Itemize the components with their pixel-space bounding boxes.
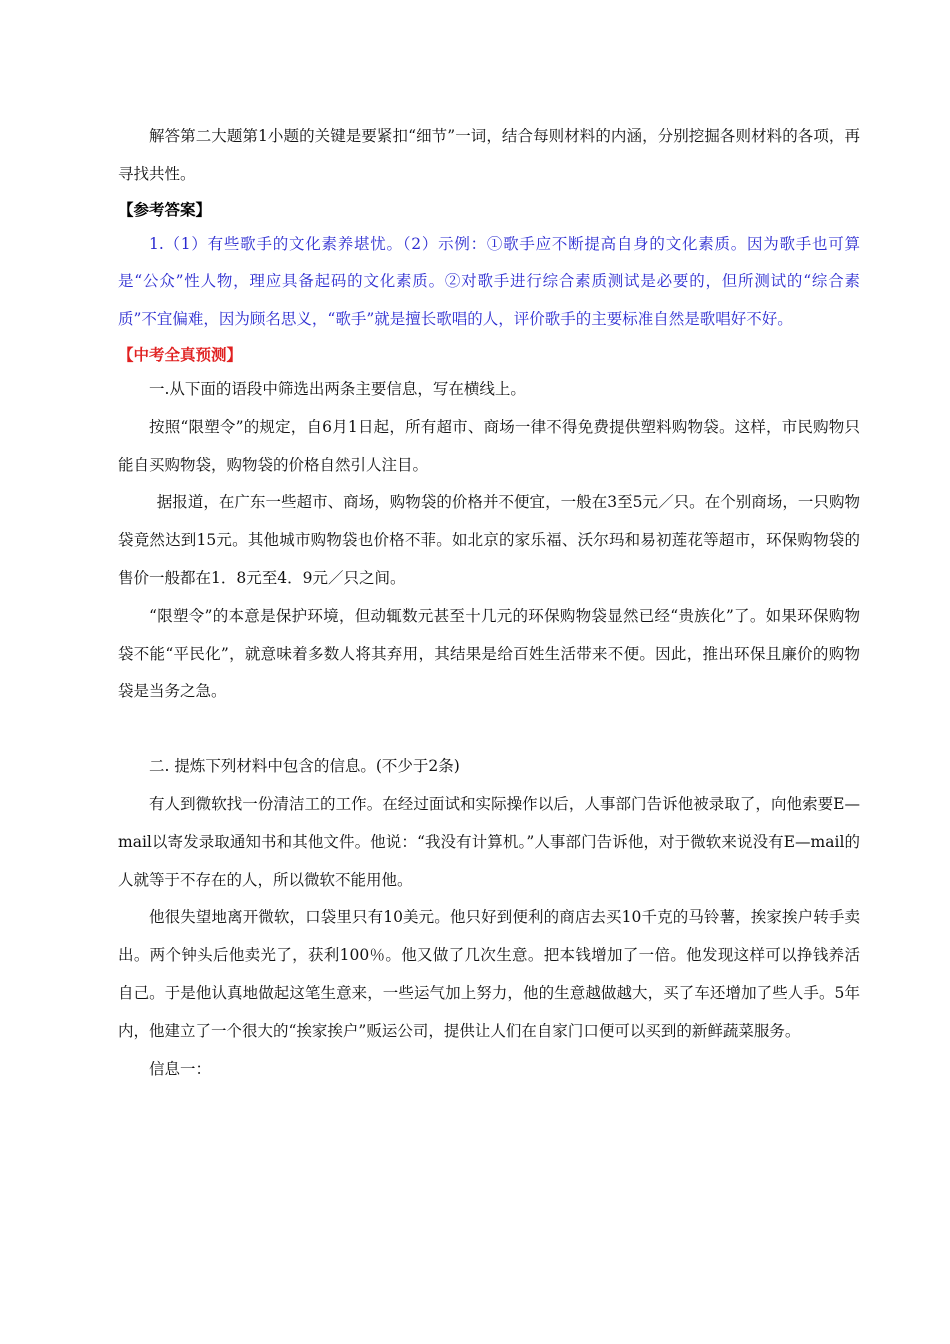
document-page — [118, 118, 860, 1088]
analysis-paragraph: 解答第二大题第1小题的关键是要紧扣“细节”一词，结合每则材料的内涵，分别挖掘各则材料的各项，再寻找共性。 — [118, 127, 860, 183]
question2-paragraph-2: 他很失望地离开微软，口袋里只有10美元。他只好到便利的商店去买10千克的马铃薯，挨家挨户转手卖出。两个钟头后他卖光了，获利100％。他又做了几次生意。把本钱增加了一倍。他发现这样可以挣钱养活自己。于是他认真地做起这笔生意来，一些运气加上努力，他的生意越做越大，买了车还增加了些人手。5年内，他建立了一个很大的“挨家挨户”贩运公司，提供让人们在自家门口便可以买到的新鲜蔬菜服务。 — [118, 908, 860, 1040]
question1-paragraph-2: 据报道，在广东一些超市、商场，购物袋的价格并不便宜，一般在3至5元／只。在个别商场，一只购物袋竟然达到15元。其他城市购物袋也价格不菲。如北京的家乐福、沃尔玛和易初莲花等超市，环保购物袋的售价一般都在1．8元至4．9元／只之间。 — [118, 493, 860, 587]
question1-prompt: 一.从下面的语段中筛选出两条主要信息，写在横线上。 — [149, 379, 526, 398]
reference-answer-text: 1.（1）有些歌手的文化素养堪忧。（2）示例：①歌手应不断提高自身的文化素质。因为歌手也可算是“公众”性人物，理应具备起码的文化素质。②对歌手进行综合素质测试是必要的，但所测试的“综合素质”不宜偏难，因为顾名思义，“歌手”就是擅长歌唱的人，评价歌手的主要标准自然是歌唱好不好。 — [118, 234, 860, 329]
question1-paragraph-3: “限塑令”的本意是保护环境，但动辄数元甚至十几元的环保购物袋显然已经“贵族化”了。如果环保购物袋不能“平民化”，就意味着多数人将其弃用，其结果是给百姓生活带来不便。因此，推出环保且廉价的购物袋是当务之急。 — [118, 606, 860, 701]
question1-paragraph-1: 按照“限塑令”的规定，自6月1日起，所有超市、商场一律不得免费提供塑料购物袋。这样，市民购物只能自买购物袋，购物袋的价格自然引人注目。 — [118, 417, 860, 474]
question2-answer-label: 信息一： — [149, 1059, 212, 1078]
question2-prompt: 二. 提炼下列材料中包含的信息。(不少于2条) — [149, 757, 460, 776]
question2-paragraph-1: 有人到微软找一份清洁工的工作。在经过面试和实际操作以后，人事部门告诉他被录取了，向他索要E—mail以寄发录取通知书和其他文件。他说：“我没有计算机。”人事部门告诉他，对于微软来说没有E—mail的人就等于不存在的人，所以微软不能用他。 — [118, 794, 860, 889]
section-gap — [118, 711, 860, 748]
prediction-heading: 【中考全真预测】 — [118, 344, 243, 364]
reference-answer-heading: 【参考答案】 — [118, 199, 212, 219]
